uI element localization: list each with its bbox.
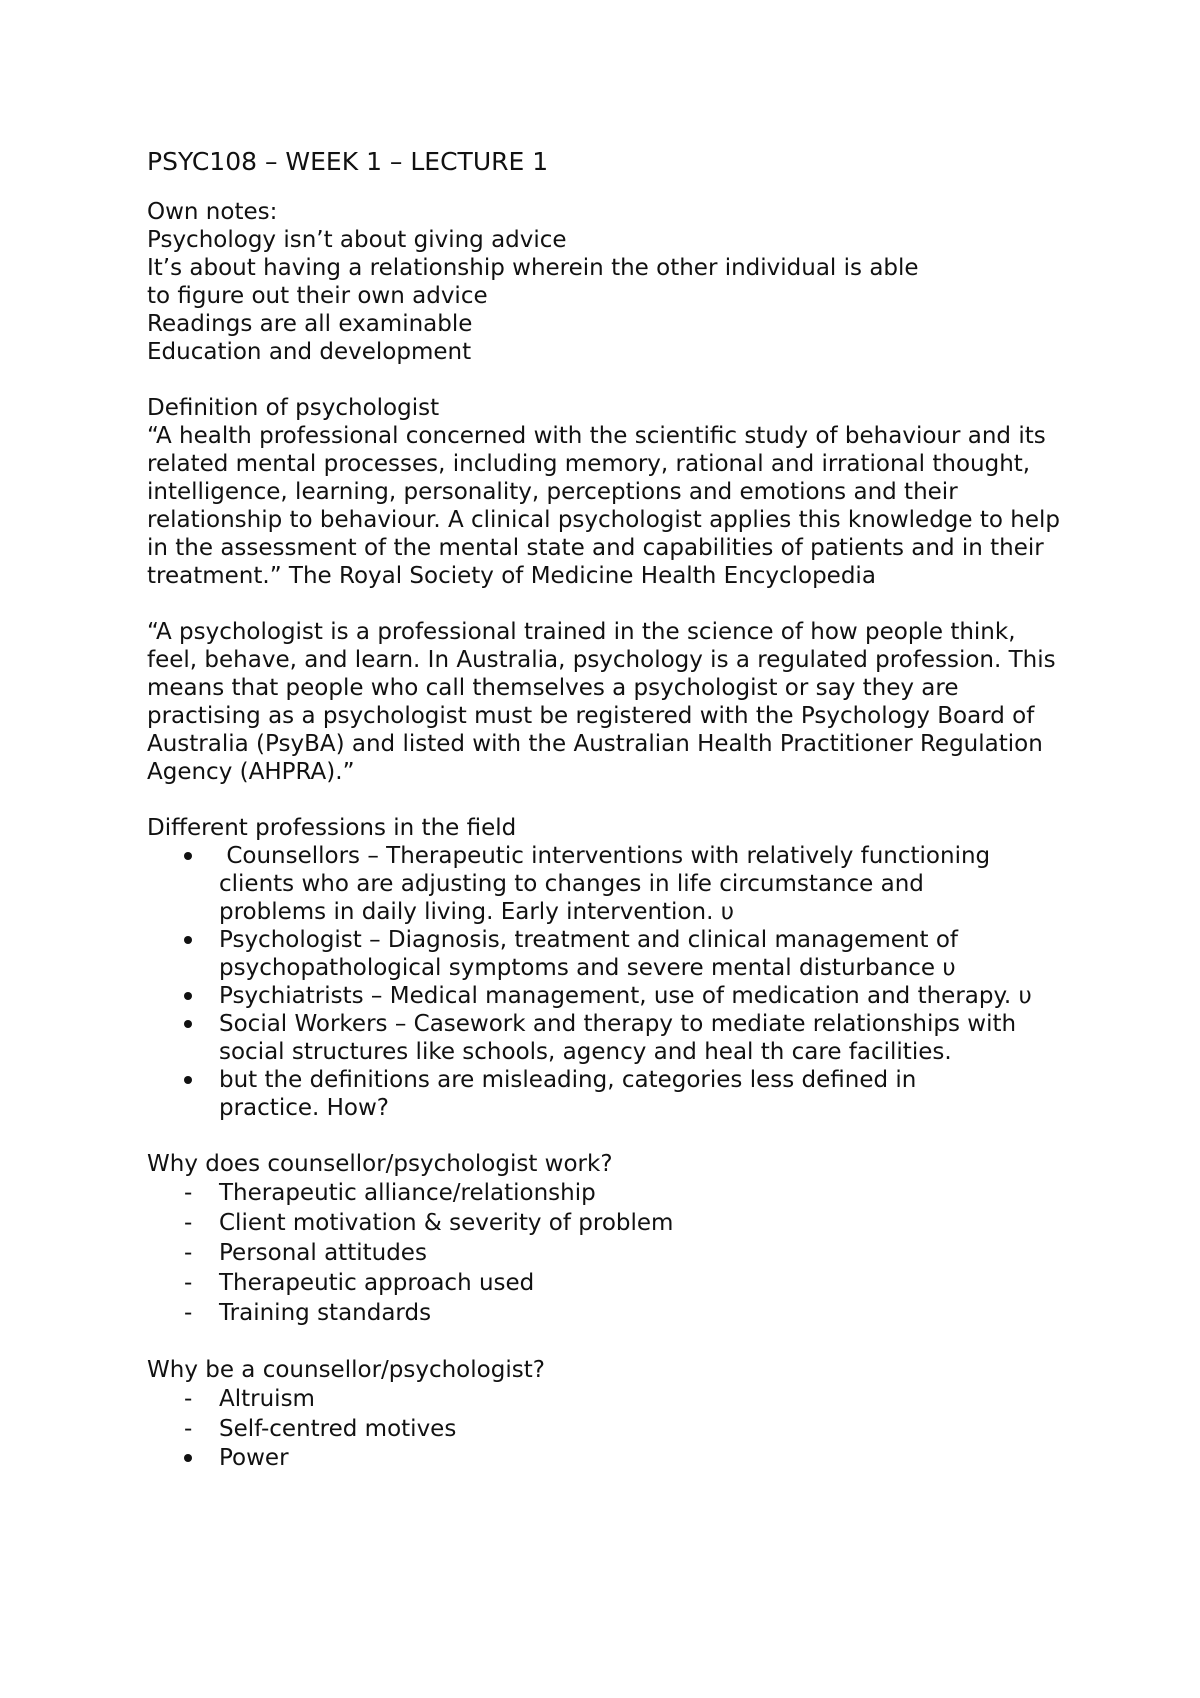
list-item [147, 1298, 1077, 1328]
document-page [147, 146, 1077, 1472]
spacer [147, 1328, 1077, 1356]
own-notes-line: It’s about having a relationship wherein the other individual is able to figure out their own advice [147, 255, 919, 309]
why-be-list [147, 1384, 1077, 1444]
list-item [147, 1238, 1077, 1268]
list-item-text: Psychologist – Diagnosis, treatment and clinical management of psychopathological symptoms and severe mental disturbance υ [219, 927, 959, 981]
why-be-bullet-list [147, 1444, 1077, 1472]
dash-icon: - [184, 1210, 193, 1236]
own-notes-line: Psychology isn’t about giving advice [147, 227, 567, 253]
list-item [147, 1010, 1074, 1066]
own-notes-heading: Own notes: [147, 199, 278, 225]
list-item [147, 982, 1069, 1010]
list-item [147, 1066, 999, 1122]
definition-quote-2: “A psychologist is a professional trained in the science of how people think, feel, behave, and learn. In Australia, psychology is a regulated profession. This means that people who call themselves a psychologist or say they are practising as a psychologist must be registered with the Psychology Board of Australia (PsyBA) and listed with the Australian Health Practitioner Regulation Agency (AHPRA).” [147, 619, 1056, 785]
dash-icon: - [184, 1416, 193, 1442]
list-item [147, 1268, 1077, 1298]
bullet-icon [184, 1066, 204, 1094]
bullet-icon [184, 926, 204, 954]
own-notes-line: Readings are all examinable [147, 311, 473, 337]
professions-heading: Different professions in the field [147, 815, 517, 841]
spacer [147, 786, 1077, 814]
bullet-icon [184, 982, 204, 1010]
list-item [147, 926, 1019, 982]
list-item [147, 1178, 1077, 1208]
why-be-heading: Why be a counsellor/psychologist? [147, 1357, 545, 1383]
list-item-text: Self-centred motives [219, 1416, 457, 1442]
spacer [147, 590, 1077, 618]
list-item [147, 842, 999, 926]
list-item-text: Training standards [219, 1300, 432, 1326]
list-item [147, 1444, 1077, 1472]
list-item-text: Client motivation & severity of problem [219, 1210, 674, 1236]
list-item [147, 1384, 1077, 1414]
bullet-icon [184, 1010, 204, 1038]
list-item-text: Counsellors – Therapeutic interventions with relatively functioning clients who are adjusting to changes in life circumstance and problems in daily living. Early intervention. υ [219, 843, 998, 925]
dash-icon: - [184, 1300, 193, 1326]
list-item-text: Psychiatrists – Medical management, use of medication and therapy. υ [219, 983, 1032, 1009]
list-item-text: Therapeutic alliance/relationship [219, 1180, 596, 1206]
list-item-text: but the definitions are misleading, categories less defined in practice. How? [219, 1067, 917, 1121]
definition-quote-1: “A health professional concerned with the scientific study of behaviour and its related mental processes, including memory, rational and irrational thought, intelligence, learning, personality, perceptions and emotions and their relationship to behaviour. A clinical psychologist applies this knowledge to help in the assessment of the mental state and capabilities of patients and in their treatment.” The Royal Society of Medicine Health Encyclopedia [147, 423, 1060, 589]
bullet-icon [184, 1444, 204, 1472]
definition-heading: Definition of psychologist [147, 395, 440, 421]
own-notes-line: Education and development [147, 339, 472, 365]
bullet-icon [184, 842, 204, 870]
dash-icon: - [184, 1240, 193, 1266]
dash-icon: - [184, 1270, 193, 1296]
list-item-text: Personal attitudes [219, 1240, 427, 1266]
list-item-text: Power [219, 1445, 289, 1471]
why-work-heading: Why does counsellor/psychologist work? [147, 1151, 613, 1177]
list-item-text: Social Workers – Casework and therapy to mediate relationships with social structures like schools, agency and heal th care facilities. [219, 1011, 1017, 1065]
document-title: PSYC108 – WEEK 1 – LECTURE 1 [147, 147, 549, 176]
why-work-list [147, 1178, 1077, 1328]
professions-list [147, 842, 1077, 1122]
dash-icon: - [184, 1386, 193, 1412]
list-item [147, 1414, 1077, 1444]
spacer [147, 1122, 1077, 1150]
list-item-text: Therapeutic approach used [219, 1270, 535, 1296]
list-item [147, 1208, 1077, 1238]
spacer [147, 366, 1077, 394]
dash-icon: - [184, 1180, 193, 1206]
list-item-text: Altruism [219, 1386, 315, 1412]
